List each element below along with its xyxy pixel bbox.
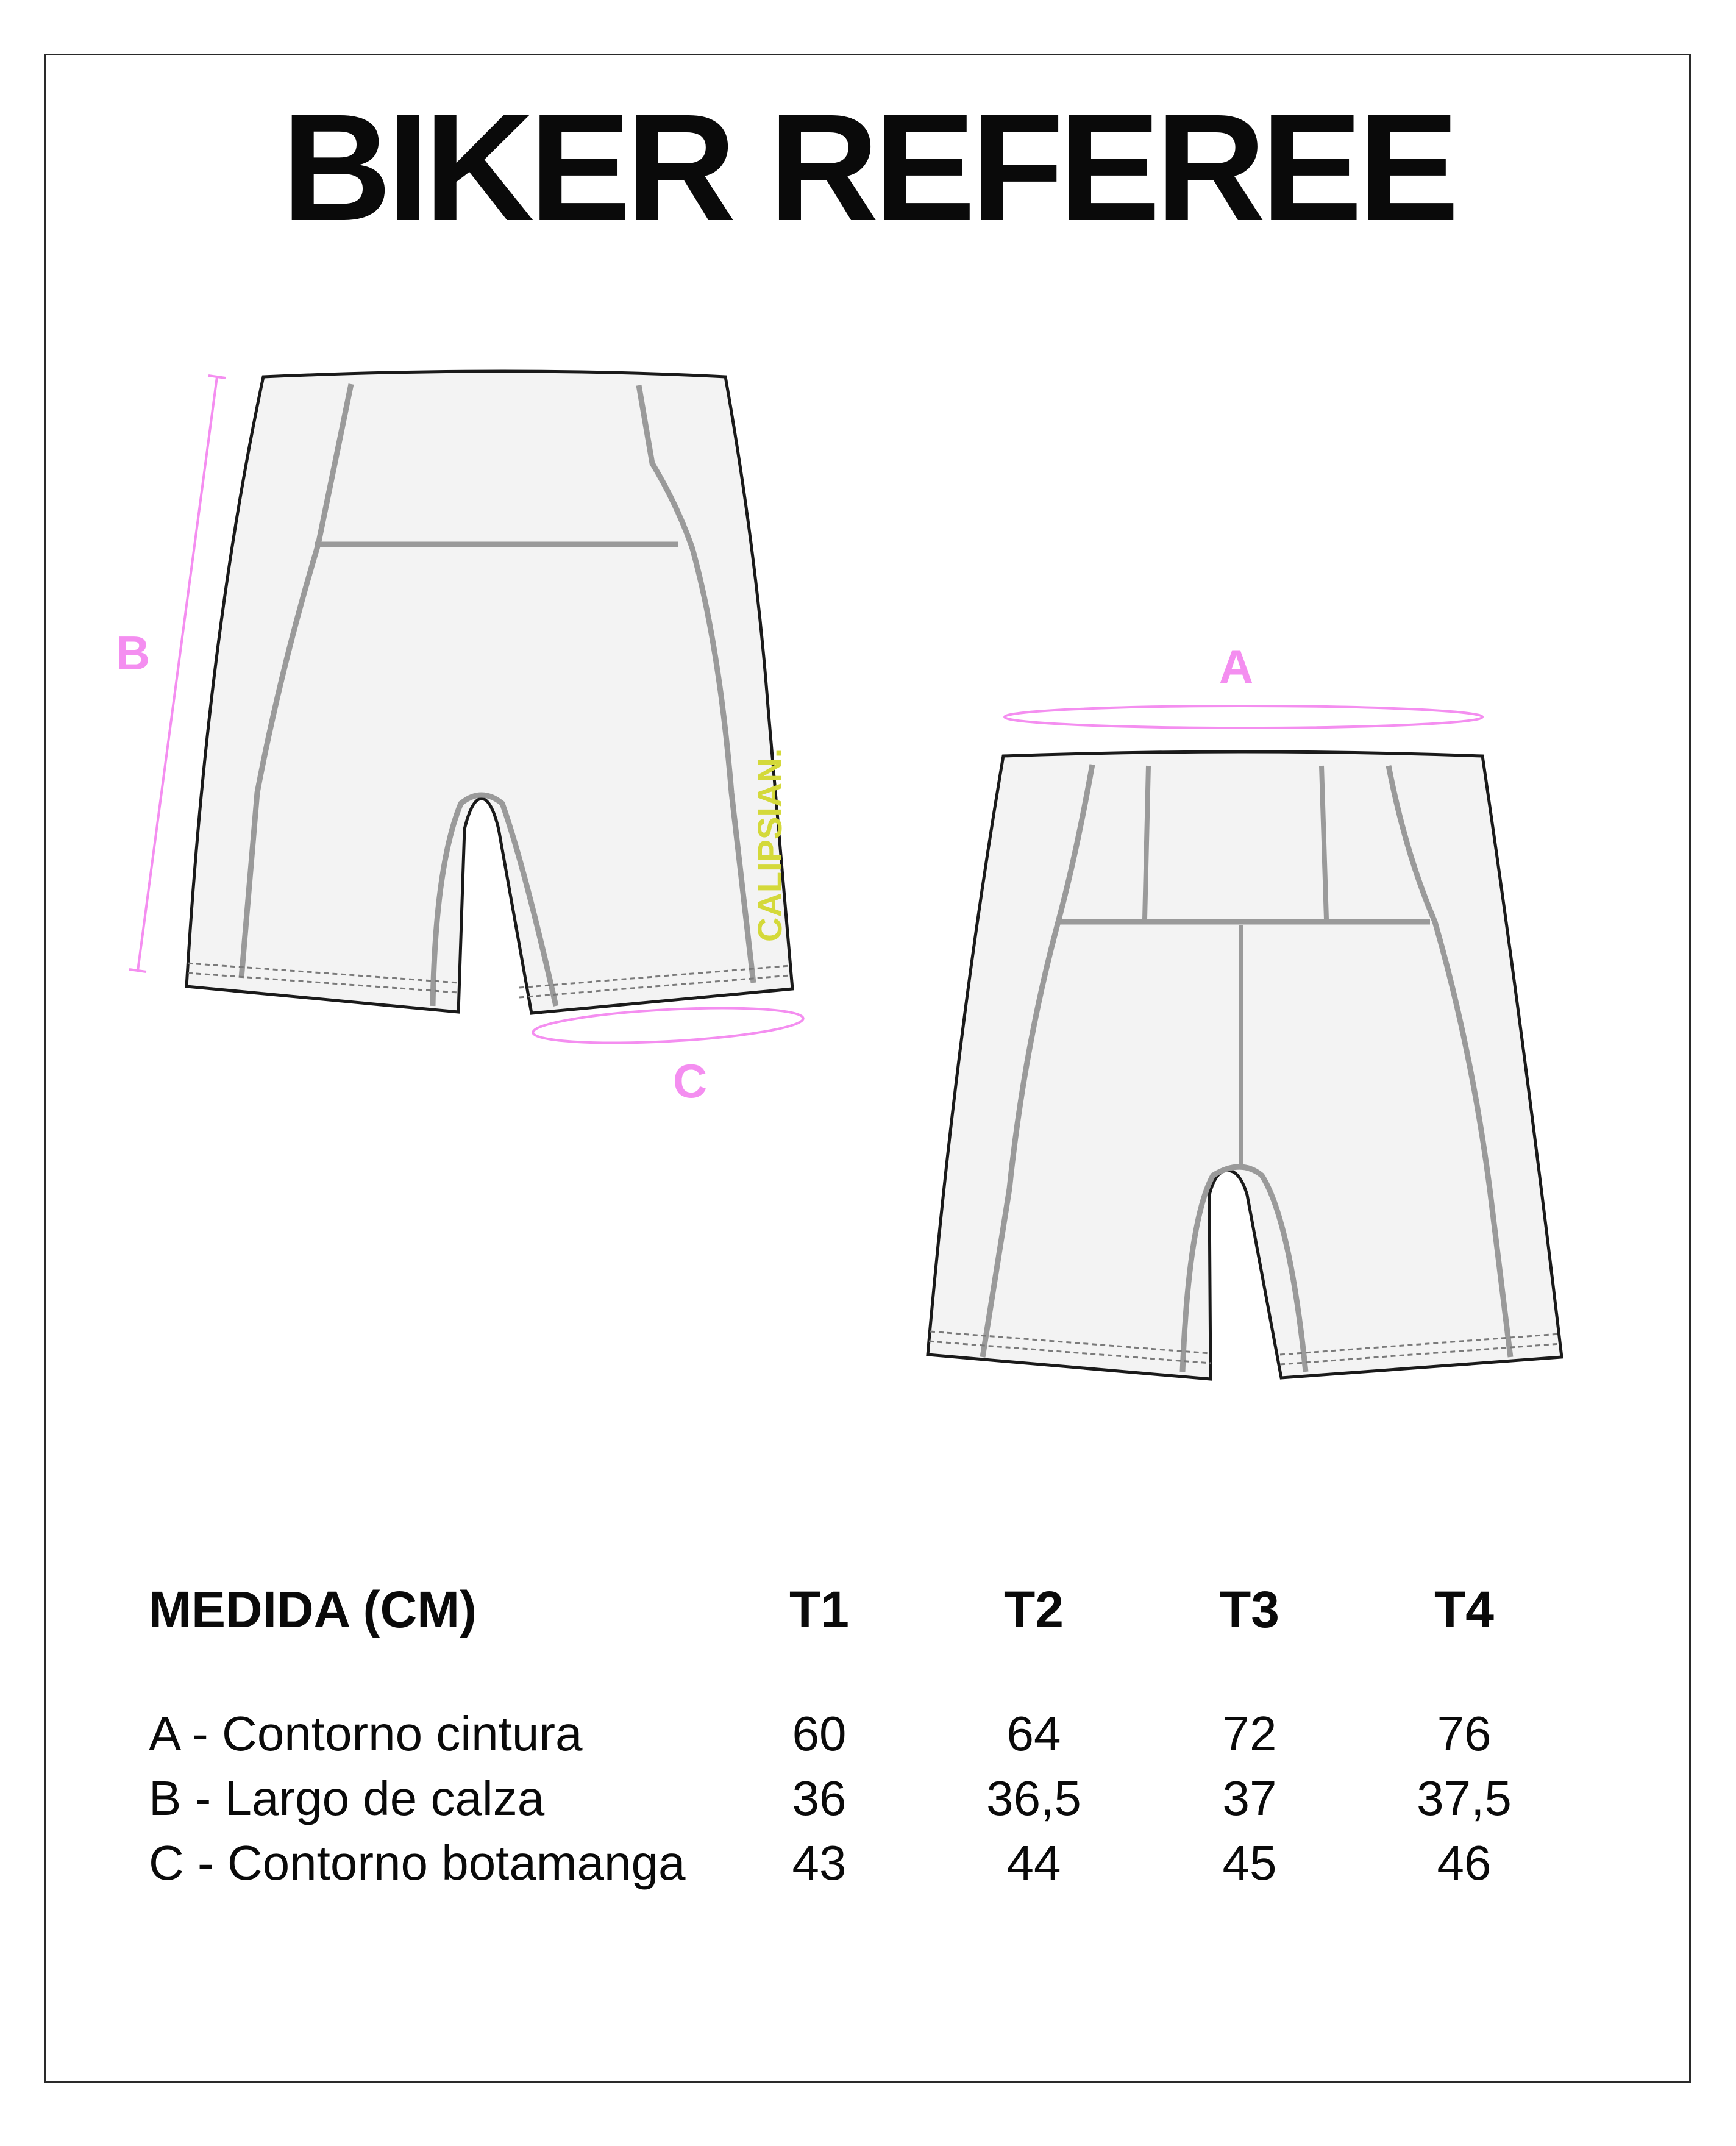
measure-b-label: B xyxy=(115,626,151,680)
measure-c xyxy=(532,1002,804,1108)
measure-c-label: C xyxy=(672,1054,708,1108)
table-cell: 76 xyxy=(1437,1706,1492,1761)
table-header-size: T3 xyxy=(1219,1581,1280,1638)
page-title: BIKER REFEREE xyxy=(281,82,1455,252)
table-cell: 46 xyxy=(1437,1836,1492,1890)
table-cell: 45 xyxy=(1222,1836,1277,1890)
table-cell: 37 xyxy=(1222,1771,1277,1825)
table-cell: 36,5 xyxy=(986,1771,1081,1825)
shorts-back-view xyxy=(928,752,1562,1379)
table-header-label: MEDIDA (CM) xyxy=(149,1581,477,1638)
measure-a xyxy=(1005,640,1482,728)
table-row-label: C - Contorno botamanga xyxy=(149,1836,686,1890)
back-silhouette xyxy=(928,752,1562,1379)
table-header-size: T1 xyxy=(789,1581,850,1638)
table-header-size: T4 xyxy=(1434,1581,1495,1638)
table-header-size: T2 xyxy=(1003,1581,1064,1638)
table-cell: 72 xyxy=(1222,1706,1277,1761)
table-row-label: A - Contorno cintura xyxy=(149,1706,583,1761)
table-cell: 44 xyxy=(1006,1836,1061,1890)
table-cell: 60 xyxy=(792,1706,847,1761)
table-cell: 37,5 xyxy=(1417,1771,1512,1825)
table-cell: 64 xyxy=(1006,1706,1061,1761)
table-cell: 36 xyxy=(792,1771,847,1825)
table-cell: 43 xyxy=(792,1836,847,1890)
shorts-front-view xyxy=(187,371,792,1013)
measure-a-label: A xyxy=(1218,640,1254,693)
table-row-label: B - Largo de calza xyxy=(149,1771,545,1825)
brand-logo-text: CALIPSIAN. xyxy=(750,748,789,942)
